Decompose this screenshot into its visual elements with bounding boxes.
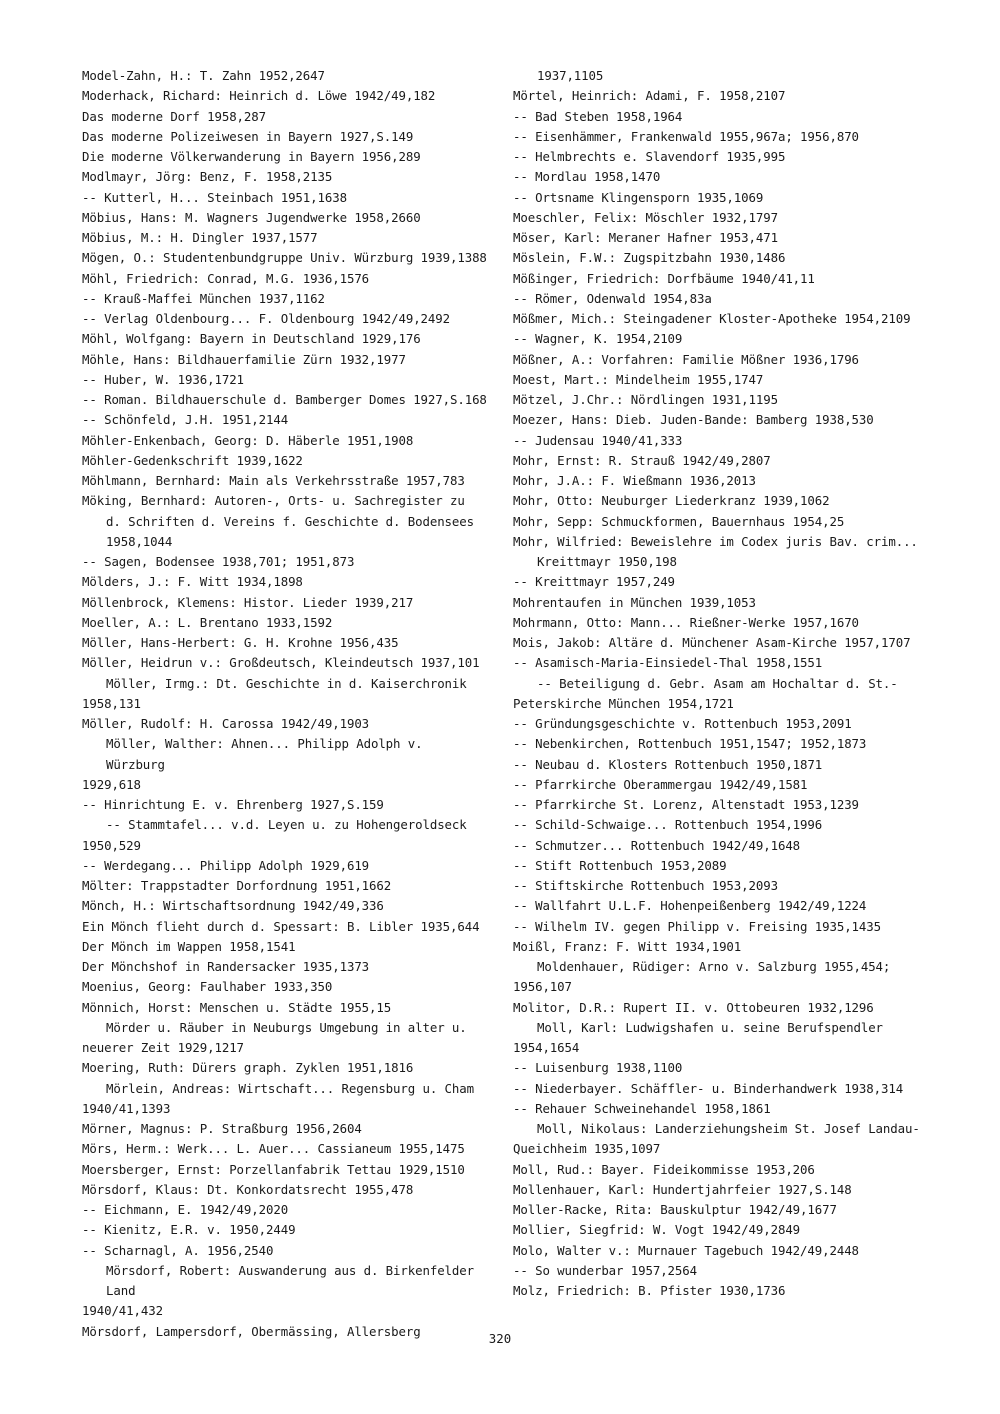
index-entry: Möhl, Friedrich: Conrad, M.G. 1936,1576 [82, 270, 370, 286]
index-entry: -- Römer, Odenwald 1954,83a [513, 290, 712, 306]
index-entry: Möking, Bernhard: Autoren-, Orts- u. Sachregister zu [82, 493, 465, 509]
index-entry-continuation: Mörlein, Andreas: Wirtschaft... Regensburg u. Cham [106, 1080, 474, 1096]
index-entry: Mößmer, Mich.: Steingadener Kloster-Apotheke 1954,2109 [513, 311, 911, 326]
index-entry-continuation: -- Stammtafel... v.d. Leyen u. zu Hohengeroldseck [106, 817, 467, 833]
index-entry: Modlmayr, Jörg: Benz, F. 1958,2135 [82, 169, 333, 185]
page-number: 320 [488, 1331, 512, 1346]
index-entry: Mötzel, J.Chr.: Nördlingen 1931,1195 [513, 392, 778, 407]
index-entry: Mohr, J.A.: F. Wießmann 1936,2013 [513, 473, 756, 488]
index-entry: -- Kreittmayr 1957,249 [513, 574, 675, 590]
index-entry: Model-Zahn, H.: T. Zahn 1952,2647 [82, 68, 325, 83]
index-entry: Möllenbrock, Klemens: Histor. Lieder 1939,217 [82, 594, 414, 610]
index-entry: Mößinger, Friedrich: Dorfbäume 1940/41,11 [513, 270, 815, 286]
index-entry: -- Krauß-Maffei München 1937,1162 [82, 290, 325, 306]
index-entry: -- So wunderbar 1957,2564 [513, 1262, 697, 1278]
index-entry: Möhl, Wolfgang: Bayern in Deutschland 1929,176 [82, 331, 421, 347]
index-entry: Molo, Walter v.: Murnauer Tagebuch 1942/49,2448 [513, 1242, 859, 1258]
index-entry: -- Neubau d. Klosters Rottenbuch 1950,1871 [513, 756, 823, 772]
index-entry-continuation: Moll, Nikolaus: Landerziehungsheim St. Josef Landau- [537, 1121, 920, 1136]
index-entry: Moenius, Georg: Faulhaber 1933,350 [82, 979, 333, 995]
index-entry-continuation: Moll, Karl: Ludwigshafen u. seine Berufspendler [537, 1019, 883, 1035]
index-entry: Mohrmann, Otto: Mann... Rießner-Werke 1957,1670 [513, 614, 859, 630]
index-entry: Das moderne Polizeiwesen in Bayern 1927,S.149 [82, 128, 414, 144]
index-entry: Ein Mönch flieht durch d. Spessart: B. Libler 1935,644 [82, 918, 480, 934]
index-entry: Mohr, Wilfried: Beweislehre im Codex juris Bav. crim... [513, 533, 918, 549]
index-entry-continuation: 1958,1044 [106, 533, 173, 549]
index-entry-continuation: Mörder u. Räuber in Neuburgs Umgebung in alter u. [106, 1019, 467, 1035]
index-entry: Der Mönch im Wappen 1958,1541 [82, 938, 296, 954]
index-entry: -- Asamisch-Maria-Einsiedel-Thal 1958,1551 [513, 655, 823, 671]
index-column-left [82, 66, 487, 1342]
index-entry: -- Hinrichtung E. v. Ehrenberg 1927,S.159 [82, 797, 384, 812]
index-entry: Moller-Racke, Rita: Bauskulptur 1942/49,1677 [513, 1202, 837, 1217]
index-entry: -- Pfarrkirche St. Lorenz, Altenstadt 1953,1239 [513, 797, 859, 812]
index-entry: -- Wilhelm IV. gegen Philipp v. Freising 1935,1435 [513, 918, 881, 934]
index-entry: Mörs, Herm.: Werk... L. Auer... Cassianeum 1955,1475 [82, 1141, 465, 1157]
index-entry: neuerer Zeit 1929,1217 [82, 1040, 244, 1055]
index-entry: -- Ortsname Klingensporn 1935,1069 [513, 189, 764, 205]
index-entry: Mörsdorf, Klaus: Dt. Konkordatsrecht 1955,478 [82, 1181, 414, 1197]
index-entry: -- Stiftskirche Rottenbuch 1953,2093 [513, 878, 778, 893]
index-entry: Molitor, D.R.: Rupert II. v. Ottobeuren 1932,1296 [513, 999, 874, 1015]
index-entry: Mollier, Siegfrid: W. Vogt 1942/49,2849 [513, 1222, 801, 1238]
index-entry: Möbius, M.: H. Dingler 1937,1577 [82, 230, 318, 245]
index-entry: Mollenhauer, Karl: Hundertjahrfeier 1927,S.148 [513, 1181, 852, 1197]
index-entry: -- Eisenhämmer, Frankenwald 1955,967a; 1956,870 [513, 128, 859, 144]
index-entry: Mörner, Magnus: P. Straßburg 1956,2604 [82, 1121, 362, 1136]
index-entry: -- Schmutzer... Rottenbuch 1942/49,1648 [513, 837, 801, 853]
index-entry: Mölders, J.: F. Witt 1934,1898 [82, 574, 303, 590]
index-entry: Moeschler, Felix: Möschler 1932,1797 [513, 209, 778, 225]
index-entry: Mönch, H.: Wirtschaftsordnung 1942/49,336 [82, 898, 384, 914]
index-entry: 1954,1654 [513, 1040, 580, 1055]
index-entry-continuation: Möller, Irmg.: Dt. Geschichte in d. Kaiserchronik [106, 675, 467, 691]
index-entry: -- Kutterl, H... Steinbach 1951,1638 [82, 189, 347, 205]
index-entry: Möbius, Hans: M. Wagners Jugendwerke 1958,2660 [82, 209, 421, 225]
index-entry: -- Scharnagl, A. 1956,2540 [82, 1242, 274, 1258]
index-entry: 1940/41,1393 [82, 1100, 171, 1116]
index-entry: Moeller, A.: L. Brentano 1933,1592 [82, 614, 333, 630]
index-entry: -- Wagner, K. 1954,2109 [513, 331, 683, 347]
index-entry: Molz, Friedrich: B. Pfister 1930,1736 [513, 1283, 786, 1298]
index-entry-continuation: d. Schriften d. Vereins f. Geschichte d. Bodensees [106, 513, 474, 529]
index-entry: Möhle, Hans: Bildhauerfamilie Zürn 1932,1977 [82, 351, 406, 367]
index-entry: Möslein, F.W.: Zugspitzbahn 1930,1486 [513, 250, 786, 266]
index-entry: Mohr, Otto: Neuburger Liederkranz 1939,1062 [513, 493, 830, 509]
index-entry: Die moderne Völkerwanderung in Bayern 1956,289 [82, 149, 421, 164]
index-entry-continuation: Mörsdorf, Robert: Auswanderung aus d. Birkenfelder Land [106, 1262, 474, 1298]
index-entry: -- Luisenburg 1938,1100 [513, 1060, 683, 1076]
index-entry: 1958,131 [82, 695, 141, 711]
index-entry: Moest, Mart.: Mindelheim 1955,1747 [513, 371, 764, 387]
index-entry: -- Schild-Schwaige... Rottenbuch 1954,1996 [513, 817, 823, 833]
index-entry: -- Eichmann, E. 1942/49,2020 [82, 1202, 289, 1217]
index-entry: -- Stift Rottenbuch 1953,2089 [513, 857, 727, 873]
index-entry: Das moderne Dorf 1958,287 [82, 108, 266, 124]
index-entry: -- Helmbrechts e. Slavendorf 1935,995 [513, 149, 786, 164]
index-entry: Möller, Hans-Herbert: G. H. Krohne 1956,435 [82, 635, 399, 650]
index-entry: Mögen, O.: Studentenbundgruppe Univ. Würzburg 1939,1388 [82, 250, 487, 266]
index-entry: 1940/41,432 [82, 1303, 163, 1319]
index-entry-continuation: -- Beteiligung d. Gebr. Asam am Hochaltar d. St.- [537, 675, 898, 691]
index-entry: -- Mordlau 1958,1470 [513, 169, 661, 185]
index-entry: 1950,529 [82, 837, 141, 853]
index-entry: Möller, Rudolf: H. Carossa 1942/49,1903 [82, 716, 370, 731]
index-entry: -- Niederbayer. Schäffler- u. Binderhandwerk 1938,314 [513, 1080, 904, 1096]
index-entry: -- Rehauer Schweinehandel 1958,1861 [513, 1100, 771, 1116]
index-entry: 1929,618 [82, 776, 141, 792]
index-entry: Moll, Rud.: Bayer. Fideikommisse 1953,206 [513, 1161, 815, 1177]
index-entry: Moißl, Franz: F. Witt 1934,1901 [513, 938, 742, 954]
index-entry: -- Nebenkirchen, Rottenbuch 1951,1547; 1952,1873 [513, 736, 867, 752]
index-entry: Möser, Karl: Meraner Hafner 1953,471 [513, 230, 778, 245]
index-entry: Mois, Jakob: Altäre d. Münchener Asam-Kirche 1957,1707 [513, 635, 911, 650]
index-entry: -- Bad Steben 1958,1964 [513, 108, 683, 124]
index-entry: Möhler-Enkenbach, Georg: D. Häberle 1951,1908 [82, 432, 414, 448]
index-entry: 1956,107 [513, 979, 572, 995]
index-entry-continuation: 1937,1105 [537, 68, 604, 83]
index-entry: Mohr, Sepp: Schmuckformen, Bauernhaus 1954,25 [513, 513, 845, 529]
index-entry: Mößner, A.: Vorfahren: Familie Mößner 1936,1796 [513, 351, 859, 367]
index-entry: Mörtel, Heinrich: Adami, F. 1958,2107 [513, 88, 786, 104]
index-entry: -- Schönfeld, J.H. 1951,2144 [82, 412, 289, 428]
index-entry-continuation: Kreittmayr 1950,198 [537, 554, 677, 569]
index-entry-continuation: Moldenhauer, Rüdiger: Arno v. Salzburg 1955,454; [537, 959, 891, 974]
index-entry: -- Wallfahrt U.L.F. Hohenpeißenberg 1942/49,1224 [513, 898, 867, 914]
index-entry: Moderhack, Richard: Heinrich d. Löwe 1942/49,182 [82, 88, 436, 104]
index-entry: -- Judensau 1940/41,333 [513, 432, 683, 448]
index-entry: -- Werdegang... Philipp Adolph 1929,619 [82, 857, 370, 873]
index-entry: Moezer, Hans: Dieb. Juden-Bande: Bamberg 1938,530 [513, 412, 874, 428]
index-entry: -- Pfarrkirche Oberammergau 1942/49,1581 [513, 776, 808, 792]
index-entry: Moersberger, Ernst: Porzellanfabrik Tettau 1929,1510 [82, 1161, 465, 1177]
index-entry: Möller, Heidrun v.: Großdeutsch, Kleindeutsch 1937,101 [82, 655, 480, 671]
index-column-right [513, 66, 943, 1301]
index-entry: Möhler-Gedenkschrift 1939,1622 [82, 452, 303, 468]
index-entry: Mönnich, Horst: Menschen u. Städte 1955,15 [82, 999, 392, 1015]
index-entry: Mörsdorf, Lampersdorf, Obermässing, Allersberg [82, 1323, 421, 1339]
index-entry: Mohr, Ernst: R. Strauß 1942/49,2807 [513, 452, 771, 468]
index-entry: -- Huber, W. 1936,1721 [82, 371, 244, 387]
index-entry: -- Sagen, Bodensee 1938,701; 1951,873 [82, 554, 355, 569]
index-entry: -- Gründungsgeschichte v. Rottenbuch 1953,2091 [513, 716, 852, 731]
index-entry: Mohrentaufen in München 1939,1053 [513, 594, 756, 610]
index-entry-continuation: Möller, Walther: Ahnen... Philipp Adolph v. Würzburg [106, 736, 423, 772]
index-entry: Der Mönchshof in Randersacker 1935,1373 [82, 959, 370, 974]
index-entry: Mölter: Trappstadter Dorfordnung 1951,1662 [82, 878, 392, 893]
index-entry: Möhlmann, Bernhard: Main als Verkehrsstraße 1957,783 [82, 473, 465, 488]
index-entry: Moering, Ruth: Dürers graph. Zyklen 1951,1816 [82, 1060, 414, 1076]
index-entry: -- Verlag Oldenbourg... F. Oldenbourg 1942/49,2492 [82, 311, 450, 326]
index-entry: Queichheim 1935,1097 [513, 1141, 661, 1157]
index-entry: -- Roman. Bildhauerschule d. Bamberger Domes 1927,S.168 [82, 392, 487, 407]
index-entry: -- Kienitz, E.R. v. 1950,2449 [82, 1222, 296, 1238]
index-entry: Peterskirche München 1954,1721 [513, 695, 734, 711]
